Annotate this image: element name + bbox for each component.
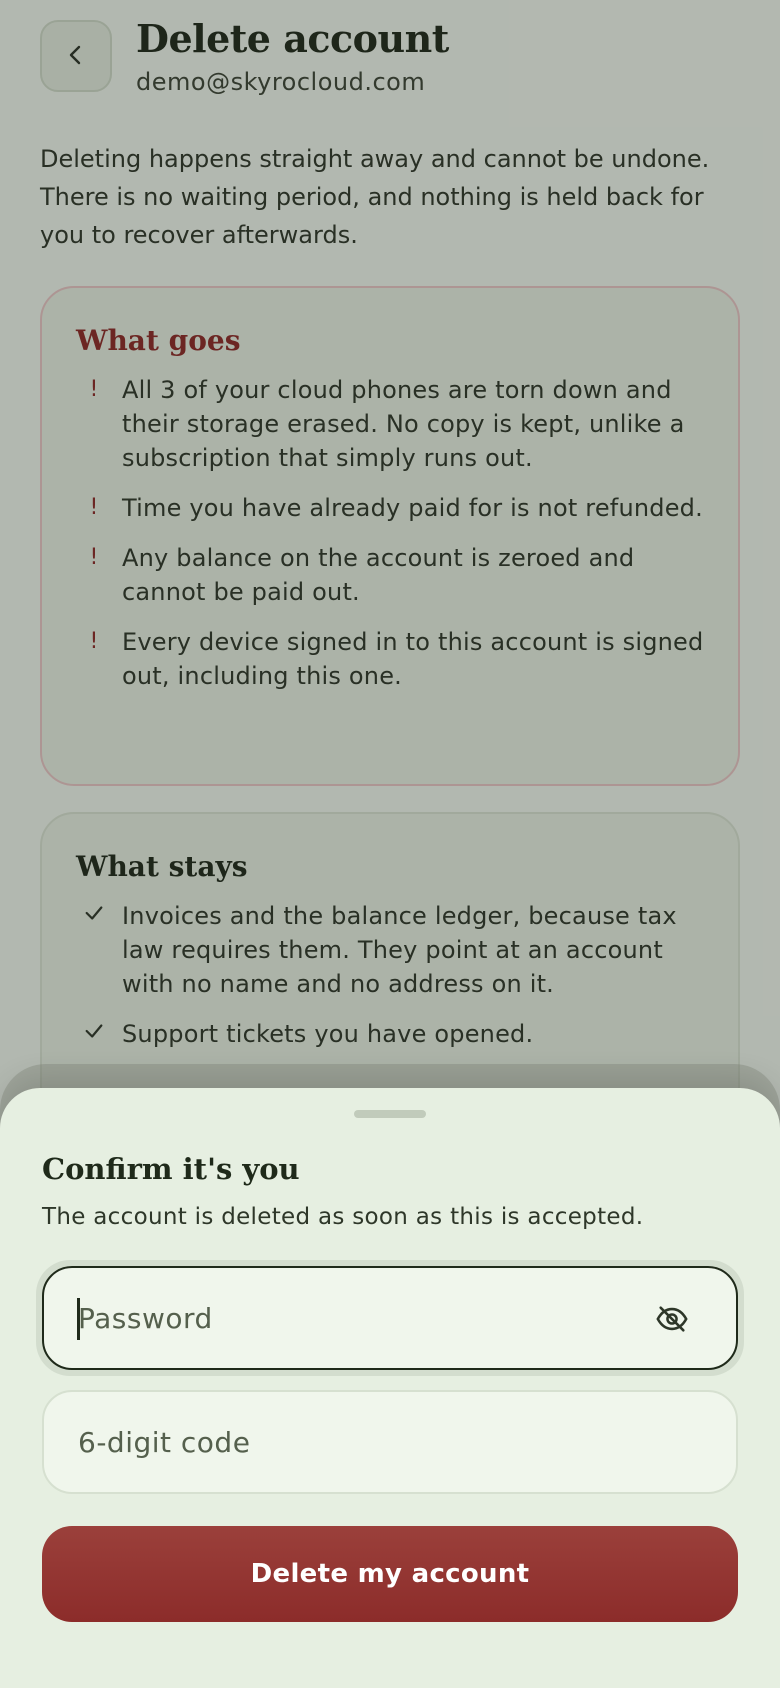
- sheet-subtitle: The account is deleted as soon as this is accepted.: [42, 1204, 644, 1230]
- exclamation-icon: !: [89, 545, 99, 570]
- what-stays-title: What stays: [76, 850, 248, 883]
- list-item-text: Time you have already paid for is not refunded.: [122, 494, 703, 522]
- intro-text: Deleting happens straight away and cannot be undone. There is no waiting period, and nothing is held back for you to recover afterwards.: [40, 145, 710, 249]
- password-input[interactable]: [78, 1302, 702, 1335]
- exclamation-icon: !: [89, 495, 99, 520]
- account-email: demo@skyrocloud.com: [136, 68, 426, 96]
- sheet-title: Confirm it's you: [42, 1152, 300, 1186]
- what-goes-title: What goes: [76, 324, 241, 357]
- list-item-text: Any balance on the account is zeroed and cannot be paid out.: [122, 544, 635, 606]
- toggle-visibility-button[interactable]: [652, 1300, 692, 1340]
- delete-account-button[interactable]: Delete my account: [42, 1526, 738, 1622]
- eye-off-icon: [655, 1302, 689, 1339]
- page-title: Delete account: [136, 16, 449, 61]
- list-item-text: Every device signed in to this account is signed out, including this one.: [122, 628, 704, 690]
- code-field[interactable]: [42, 1390, 738, 1494]
- drag-handle[interactable]: [354, 1110, 426, 1118]
- confirm-sheet: [0, 1088, 780, 1688]
- text-caret: [77, 1298, 80, 1340]
- exclamation-icon: !: [89, 629, 99, 654]
- password-field[interactable]: [42, 1266, 738, 1370]
- list-item-text: All 3 of your cloud phones are torn down and their storage erased. No copy is kept, unlike a subscription that simply runs out.: [122, 376, 685, 472]
- exclamation-icon: !: [89, 377, 99, 402]
- list-item-text: Support tickets you have opened.: [122, 1020, 534, 1048]
- code-input[interactable]: [78, 1426, 702, 1459]
- list-item-text: Invoices and the balance ledger, because tax law requires them. They point at an account with no name and no address on it.: [122, 902, 677, 998]
